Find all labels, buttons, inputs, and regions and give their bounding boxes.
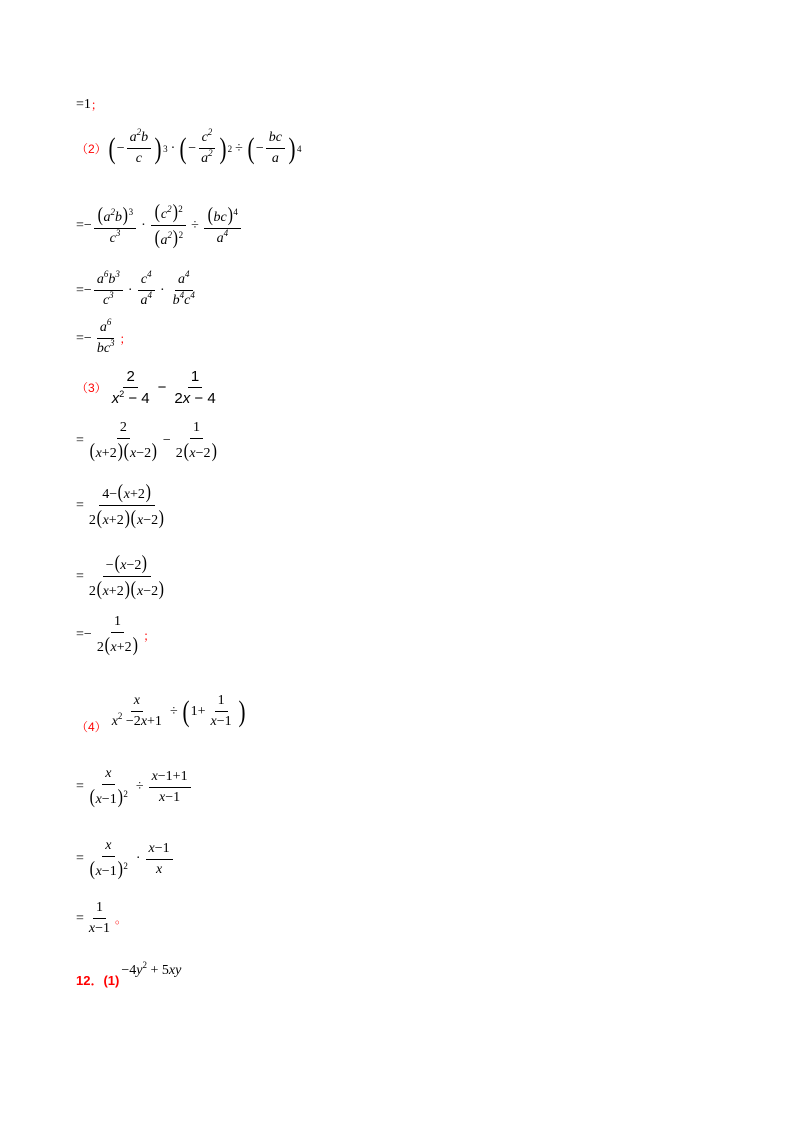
equals-sign: =	[76, 910, 84, 926]
minus-sign: −	[162, 433, 171, 448]
fraction: $\frac{c^2}{a^2}$	[198, 130, 216, 167]
problem-3-step-2	[76, 482, 170, 529]
divide-operator: ÷	[169, 703, 178, 719]
problem-4-result	[76, 900, 127, 937]
fraction: $\frac{2}{x^2 - 4}$	[111, 368, 150, 407]
fraction: $\frac{a^2b}{c}$	[127, 130, 152, 167]
question-12-part-1	[76, 952, 181, 989]
question-12-label: 12．(1)	[76, 973, 120, 988]
semicolon-mark: ；	[143, 628, 156, 643]
fraction: $\frac{1}{2(x+2)}$	[96, 614, 138, 656]
fraction: $\frac{a^4}{b^4c^4}$	[172, 269, 195, 308]
equals-sign: =	[76, 779, 84, 794]
minus-sign: −	[83, 627, 92, 642]
fraction: $\frac{(c^2)^2}{(a^2)^2}$	[151, 202, 186, 249]
dot-operator: ·	[159, 282, 165, 298]
equals-sign: =	[76, 217, 84, 233]
dot-operator: ·	[127, 282, 133, 298]
problem-2-step-2	[76, 269, 200, 309]
fraction: $\frac{(a^2b)^3}{c^3}$	[94, 205, 136, 247]
fraction: $\frac{c^4}{a^4}$	[137, 272, 155, 309]
problem-2-expression: （2） ( − $\frac{a^2b}{c}$ ) 3 · ( − $\frac{c^2}{a^2}$ ) 2 ÷ ( − $\frac{bc}{a}$ ) 4	[76, 127, 302, 166]
fraction: $\frac{1}{x-1}$	[210, 693, 232, 729]
minus-sign: −	[83, 330, 92, 346]
minus-sign: −	[116, 140, 125, 156]
equals-sign: =	[76, 96, 84, 112]
equals-sign: =	[76, 627, 84, 642]
problem-3-step-1	[76, 420, 222, 462]
problem-4-step-2	[76, 838, 175, 880]
problem-4-expression: （4） $\frac{x}{x^2 -2x+1}$ ÷ ( 1+ $\frac{1}{x-1}$ )	[76, 693, 246, 734]
problem-3-expression: （3） $\frac{2}{x^2 - 4}$ − $\frac{1}{2x - 4}$	[76, 368, 221, 407]
problem-3-step-3	[76, 553, 170, 600]
minus-sign: −	[188, 140, 197, 156]
divide-operator: ÷	[191, 217, 199, 233]
fraction: $\frac{2}{(x+2)(x-2)}$	[89, 420, 158, 462]
fraction: $\frac{bc}{a}$	[266, 130, 285, 167]
equals-sign: =	[76, 851, 84, 866]
fraction: $\frac{1}{2(x-2)}$	[175, 420, 217, 462]
dot-operator: ·	[135, 851, 141, 866]
fraction: $\frac{-(x-2)}{2(x+2)(x-2)}$	[88, 552, 165, 600]
equals-sign: =	[76, 330, 84, 346]
problem-3-label: （3）	[76, 381, 107, 395]
semicolon-mark: ；	[119, 332, 132, 346]
problem-3-result	[76, 614, 155, 656]
fraction: $\frac{x-1}{x}$	[146, 841, 173, 878]
fraction: $\frac{1}{2x - 4}$	[174, 368, 216, 407]
problem-2-step-1	[76, 202, 243, 249]
equals-sign: =	[76, 282, 84, 298]
fraction: $\frac{4-(x+2)}{2(x+2)(x-2)}$	[88, 481, 165, 529]
value-one: 1	[83, 96, 91, 112]
dot-operator: ·	[170, 140, 176, 156]
fraction: $\frac{a^6}{bc^3}$	[96, 317, 115, 356]
problem-4-step-1	[76, 766, 193, 808]
divide-operator: ÷	[135, 779, 144, 794]
equals-sign: =	[76, 568, 84, 584]
dot-operator: ·	[141, 217, 146, 233]
fraction: $\frac{1}{x-1}$	[88, 900, 111, 936]
problem-2-label: （2）	[76, 142, 107, 156]
fraction: $\frac{x}{x^2 -2x+1}$	[111, 693, 162, 729]
semicolon-mark: ；	[90, 98, 103, 112]
problem-2-result	[76, 317, 132, 357]
fraction: $\frac{a^6b^3}{c^3}$	[94, 272, 123, 309]
minus-sign: −	[83, 282, 92, 298]
fraction: $\frac{x}{(x-1)^2}$	[89, 838, 128, 880]
line-result-1	[76, 96, 103, 113]
fraction: $\frac{x-1+1}{x-1}$	[149, 769, 191, 806]
divide-operator: ÷	[235, 140, 243, 156]
equals-sign: =	[76, 497, 84, 513]
problem-4-label: （4）	[76, 720, 107, 734]
fraction: $\frac{x}{(x-1)^2}$	[89, 766, 128, 808]
answer-expression: $-4y^2 + 5xy$	[121, 959, 182, 978]
minus-sign: −	[83, 217, 92, 233]
period-mark: 。	[115, 912, 128, 926]
fraction: $\frac{(bc)^4}{a^4}$	[204, 205, 241, 247]
equals-sign: =	[76, 433, 84, 448]
minus-sign: −	[255, 140, 264, 156]
